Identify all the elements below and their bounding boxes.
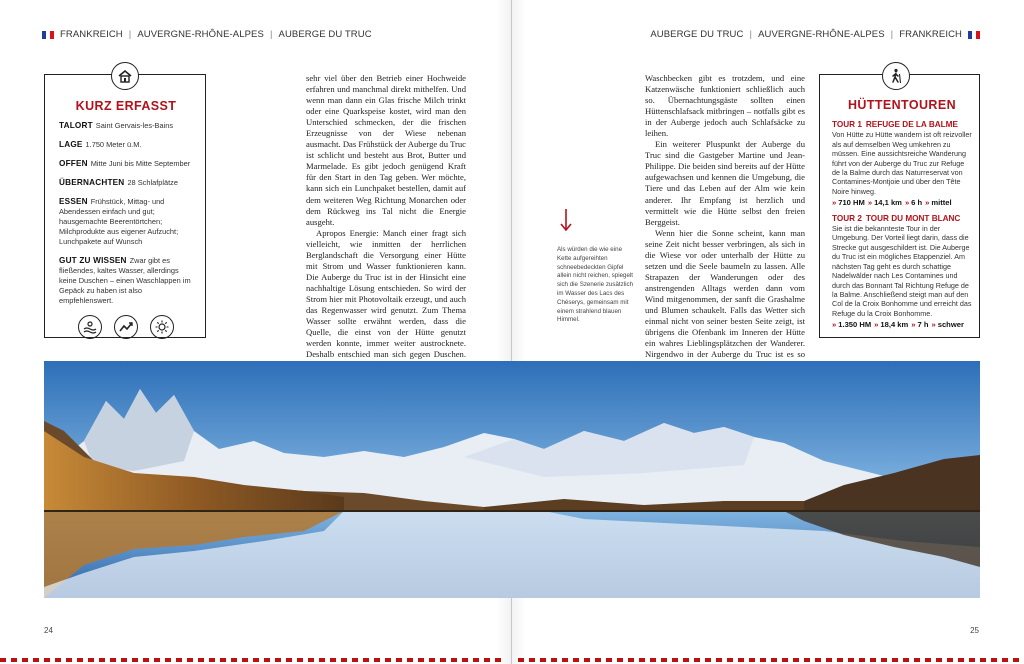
fact-label: ESSEN: [59, 197, 88, 206]
box-title: HÜTTENTOUREN: [847, 98, 957, 112]
facts-list: [59, 121, 193, 306]
fact-item: [59, 159, 193, 169]
runhead-separator: |: [890, 29, 894, 40]
runhead-country: FRANKREICH: [899, 29, 962, 40]
tour-item: [832, 214, 972, 330]
france-flag-icon: [968, 31, 980, 39]
tour-stats: [832, 198, 972, 207]
running-head-left: [42, 29, 372, 40]
chevron-right-icon: »: [931, 320, 936, 330]
body-paragraph: [306, 73, 466, 228]
page-number-right: 25: [970, 626, 979, 635]
tour-stat-value: schwer: [937, 320, 964, 330]
flag-stripe-red: [976, 31, 980, 39]
photo-caption: Als würden die wie eine Kette aufgereihten schneebedeckten Gipfel allein nicht reichen, spiegelt sich die Szenerie zusätzlich im Wasser des Lacs des Chéserys, gemeinsam mit einem strahlend blauen Himmel.: [557, 246, 634, 324]
fact-label: OFFEN: [59, 159, 88, 168]
flag-stripe-red: [50, 31, 54, 39]
tour-description: Von Hütte zu Hütte wandern ist oft reizvoller als auf demselben Weg umkehren zu müssen. Eine aussichtsreiche Wanderung führt von der Auberge du Truc zur Refuge de la Balme durch das Naturreservat von Contamines-Montjoie und über den Tête Noire hinweg.: [832, 130, 972, 196]
kurz-erfasst-box: [44, 74, 206, 338]
tour-stat-value: mittel: [931, 198, 952, 208]
runhead-place: AUBERGE DU TRUC: [650, 29, 744, 40]
chevron-right-icon: »: [925, 198, 930, 208]
tour-stat-value: 1.350 HM: [838, 320, 872, 330]
paragraph-text: Ein weiterer Pluspunkt der Auberge du Truc sind die Gastgeber Martine und Jean-Philippe. Die beiden sind bereits auf der Hütte aufgewachsen und kennen die Umgebung, die Tiere und das Leben auf der Alm wie kein anderer. Ihr Empfang ist herzlich und vermittelt wie die Hütte selbst den freien Berggeist.: [645, 139, 805, 227]
tour-name: TOUR DU MONT BLANC: [865, 213, 961, 223]
running-head-right: [650, 29, 980, 40]
fact-text: 28 Schlafplätze: [127, 178, 178, 187]
runhead-separator: |: [749, 29, 753, 40]
paragraph-text: sehr viel über den Betrieb einer Hochweide erfahren und manchmal direkt mithelfen. Und wenn man dann ein Glas frische Milch trinkt oder eine Quarkspeise kostet, wird man den Unterschied schmecken, der die frischen Erzeugnisse von der Wiese nebenan ausmacht. Das Frühstück der Auberge du Truc ist schlicht und besteht aus Brot, Butter und Marmelade. Es gibt jedoch genügend Kraft für den Start in den Tag geben. Wer möchte, kann sich ein Lunchpaket bestellen, damit auf dem weiteren Weg Richtung Monarchen oder dem Rückweg ins Tal nicht die Energie ausgeht.: [306, 73, 466, 227]
chevron-right-icon: »: [904, 198, 910, 208]
box-title: KURZ ERFASST: [75, 99, 177, 113]
sun-icon: [150, 315, 174, 339]
chevron-right-icon: »: [867, 198, 873, 208]
chevron-right-icon: »: [832, 320, 837, 330]
fact-label: TALORT: [59, 121, 93, 130]
tour-stat-value: 14,1 km: [874, 198, 902, 208]
fact-text: 1.750 Meter ü.M.: [85, 140, 142, 149]
page-number-left: 24: [44, 626, 53, 635]
tour-heading: [832, 120, 972, 129]
body-paragraph: [645, 228, 805, 372]
runhead-place: AUBERGE DU TRUC: [278, 29, 372, 40]
arrow-down-icon: [560, 208, 572, 232]
tour-stat-value: 710 HM: [838, 198, 865, 208]
body-text-column-1: [306, 73, 466, 371]
paragraph-text: Wenn hier die Sonne scheint, kann man seine Zeit nicht besser verbringen, als sich in die Wiese vor oder unterhalb der Hütte zu setzen und die Seele baumeln zu lassen. Alle Strapazen der Wanderungen oder des anstrengenden Alltags werden dann vom Wind mitgenommen, der sanft die Grashalme und Blumen schaukelt. Falls das Wetter sich einmal nicht von seiner besten Seite zeigt, ist übrigens die Ofenbank im Inneren der Hütte ein wahres Lieblingsplätzchen der Wanderer. Nirgendwo in der Auberge du Truc ist es so: [645, 227, 805, 360]
mountain-lake-reflection-photo: [44, 361, 980, 598]
body-paragraph: [645, 139, 805, 227]
fact-item: [59, 256, 193, 306]
chevron-right-icon: »: [832, 198, 837, 208]
tour-stats: [832, 320, 972, 329]
tour-number: TOUR 2: [832, 213, 862, 223]
body-text-column-2: [645, 73, 805, 371]
tour-stat-value: 18,4 km: [880, 320, 909, 330]
fact-label: ÜBERNACHTEN: [59, 178, 125, 187]
tour-name: REFUGE DE LA BALME: [865, 120, 958, 129]
paragraph-text: Apropos Energie: Manch einer fragt sich vielleicht, wie inmitten der herrlichen Berglandschaft die Versorgung einer Hütte mit Strom und Wasser funktionieren kann. Die Auberge du Truc ist in der Hinsicht eine nachhaltige Lösung entschieden. So wird der Strom hier mit Photovoltaik erzeugt, und auch das Regenwasser wird genutzt. Zum Thema Wasser sollte erwähnt werden, dass die Quelle, die einst von der Hütte genutzt werden konnte, immer weiter austrocknete. Deshalb entschied man sich gegen Duschen.: [306, 227, 466, 360]
fact-text: Frühstück, Mittag- und Abendessen einfach und gut; hausgemachte Beerentörtchen; Milchprodukte aus eigener Aufzucht; Lunchpakete auf Wunsch: [59, 197, 179, 246]
body-paragraph: [645, 73, 805, 139]
fact-text: Saint Gervais-les-Bains: [95, 121, 174, 130]
fact-item: [59, 178, 193, 188]
france-flag-icon: [42, 31, 54, 39]
fact-label: LAGE: [59, 140, 83, 149]
tours-list: [832, 120, 972, 330]
tour-description: Sie ist die bekannteste Tour in der Umgebung. Der Vorteil liegt darin, dass die Strecke gut ausgeschildert ist. Die Auberge du Truc ist ein mögliches Etappenziel. Am nächsten Tag geht es durch schattige Nadelwälder nach Les Contamines und durch das Bonnant Tal Richtung Refuge de la Balme. Anschließend steigt man auf den Col de la Croix Bonhomme und erreicht das Refuge du la Croix Bonhomme.: [832, 224, 972, 318]
tour-stat-value: 6 h: [911, 198, 923, 208]
runhead-region: AUVERGNE-RHÔNE-ALPES: [137, 29, 264, 40]
tour-item: [832, 120, 972, 208]
hut-icon: [111, 62, 139, 90]
fact-text: Zwar gibt es fließendes, kaltes Wasser, allerdings keine Duschen – einen Waschlappen im Gepäck zu haben ist also empfehlenswert.: [59, 256, 191, 305]
info-icons-row: [59, 315, 193, 339]
chevron-right-icon: »: [911, 320, 916, 330]
tour-heading: [832, 214, 972, 223]
trend-icon: [114, 315, 138, 339]
fact-label: GUT ZU WISSEN: [59, 256, 127, 265]
runhead-separator: |: [269, 29, 273, 40]
water-icon: [78, 315, 102, 339]
tour-stat-value: 7 h: [917, 320, 929, 330]
fact-item: [59, 197, 193, 247]
body-paragraph: [306, 228, 466, 372]
page-edge-dashes: [518, 658, 1024, 662]
page-edge-dashes: [0, 658, 505, 662]
fact-text: Mitte Juni bis Mitte September: [90, 159, 191, 168]
hiker-icon: [882, 62, 910, 90]
fact-item: [59, 121, 193, 131]
tour-number: TOUR 1: [832, 120, 862, 129]
runhead-region: AUVERGNE-RHÔNE-ALPES: [758, 29, 885, 40]
runhead-country: FRANKREICH: [60, 29, 123, 40]
fact-item: [59, 140, 193, 150]
paragraph-text: Waschbecken gibt es trotzdem, und eine Katzenwäsche funktioniert schließlich auch so. Übernachtungsgäste sollten einen Hüttenschlafsack mitbringen – notfalls gibt es in der Auberge jedoch auch Schlafsäcke zu leihen.: [645, 73, 805, 139]
runhead-separator: |: [128, 29, 132, 40]
chevron-right-icon: »: [874, 320, 879, 330]
huettentouren-box: [819, 74, 980, 338]
